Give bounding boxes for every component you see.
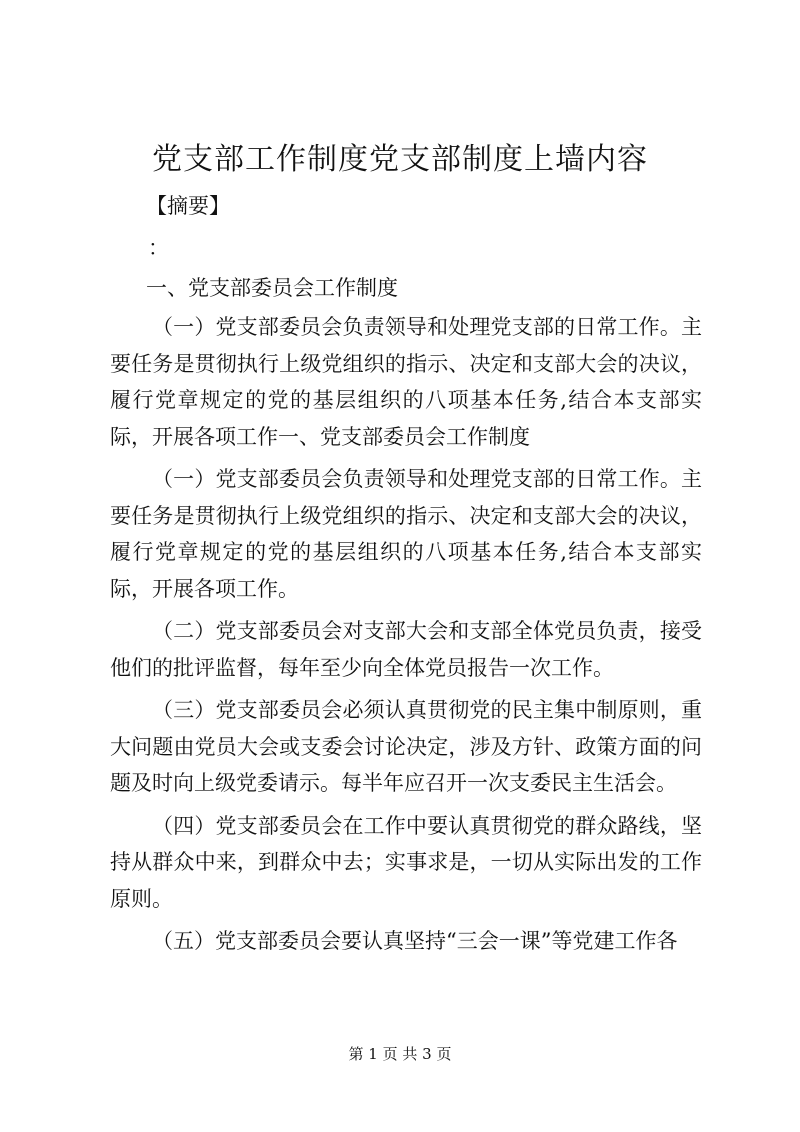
abstract-label: 【摘要】 [146,194,230,218]
abstract-colon: ： [148,236,169,260]
paragraph-2: （一）党支部委员会负责领导和处理党支部的日常工作。主要任务是贯彻执行上级党组织的指示、决定和支部大会的决议，履行党章规定的党的基层组织的八项基本任务,结合本支部实际，开展各项工作。 [110,467,702,601]
document-title: 党支部工作制度党支部制度上墙内容 [152,142,648,177]
paragraph-5: （四）党支部委员会在工作中要认真贯彻党的群众路线，坚持从群众中来，到群众中去；实事求是，一切从实际出发的工作原则。 [110,813,702,911]
paragraph-6: （五）党支部委员会要认真坚持“三会一课”等党建工作各 [152,929,678,953]
paragraph-1: （一）党支部委员会负责领导和处理党支部的日常工作。主要任务是贯彻执行上级党组织的指示、决定和支部大会的决议，履行党章规定的党的基层组织的八项基本任务,结合本支部实际，开展各项工作一、党支部委员会工作制度 [110,315,702,449]
section-heading: 一、党支部委员会工作制度 [146,276,398,300]
paragraph-4: （三）党支部委员会必须认真贯彻党的民主集中制原则，重大问题由党员大会或支委会讨论决定，涉及方针、政策方面的问题及时向上级党委请示。每半年应召开一次支委民主生活会。 [110,698,702,795]
document-body [110,309,702,966]
page-footer: 第 1 页 共 3 页 [348,1045,452,1063]
paragraph-3: （二）党支部委员会对支部大会和支部全体党员负责，接受他们的批评监督，每年至少向全体党员报告一次工作。 [110,619,702,680]
